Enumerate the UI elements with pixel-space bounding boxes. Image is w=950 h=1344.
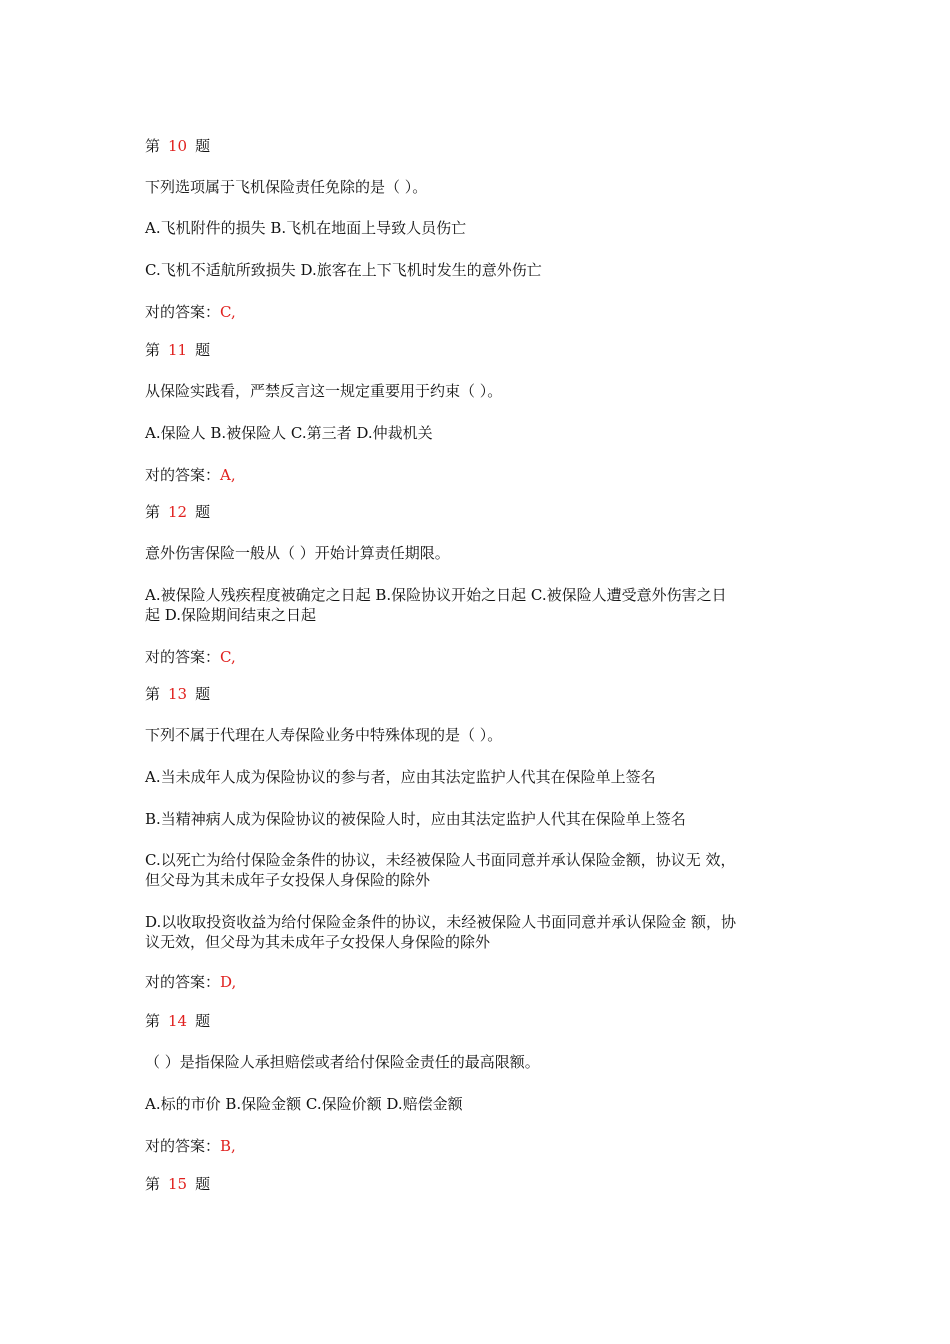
question-stem: 从保险实践看，严禁反言这一规定重要用于约束（ ）。 bbox=[145, 382, 503, 400]
question-stem: 意外伤害保险一般从（ ）开始计算责任期限。 bbox=[145, 544, 450, 562]
question-suffix: 题 bbox=[195, 341, 211, 359]
answer-line bbox=[145, 465, 236, 485]
question-option: A.飞机附件的损失 B.飞机在地面上导致人员伤亡 bbox=[145, 219, 467, 237]
question-number: 15 bbox=[168, 1175, 188, 1193]
answer-value: C, bbox=[220, 648, 236, 666]
question-stem: 下列不属于代理在人寿保险业务中特殊体现的是（ ）。 bbox=[145, 726, 503, 744]
question-stem: （ ）是指保险人承担赔偿或者给付保险金责任的最高限额。 bbox=[145, 1053, 540, 1071]
question-suffix: 题 bbox=[195, 1012, 211, 1030]
question-option: 但父母为其未成年子女投保人身保险的除外 bbox=[145, 871, 431, 889]
question-option: A.标的市价 B.保险金额 C.保险价额 D.赔偿金额 bbox=[145, 1095, 463, 1113]
question-option: 议无效，但父母为其未成年子女投保人身保险的除外 bbox=[145, 933, 491, 951]
answer-value: D, bbox=[220, 973, 237, 991]
question-prefix: 第 bbox=[145, 1175, 161, 1193]
answer-line bbox=[145, 302, 236, 322]
question-number: 11 bbox=[168, 341, 188, 359]
question-prefix: 第 bbox=[145, 137, 161, 155]
question-option: D.以收取投资收益为给付保险金条件的协议，未经被保险人书面同意并承认保险金 额，协 bbox=[145, 913, 737, 931]
question-heading bbox=[145, 684, 210, 704]
question-prefix: 第 bbox=[145, 685, 161, 703]
question-option: A.保险人 B.被保险人 C.第三者 D.仲裁机关 bbox=[145, 424, 433, 442]
question-heading bbox=[145, 340, 210, 360]
question-suffix: 题 bbox=[195, 685, 211, 703]
question-option: A.被保险人残疾程度被确定之日起 B.保险协议开始之日起 C.被保险人遭受意外伤害之日 bbox=[145, 586, 727, 604]
answer-line bbox=[145, 1136, 236, 1156]
question-suffix: 题 bbox=[195, 503, 211, 521]
answer-line bbox=[145, 647, 236, 667]
question-suffix: 题 bbox=[195, 137, 211, 155]
question-heading bbox=[145, 1011, 210, 1031]
answer-value: B, bbox=[220, 1137, 236, 1155]
answer-label: 对的答案： bbox=[145, 973, 221, 991]
answer-value: A, bbox=[220, 466, 236, 484]
question-stem: 下列选项属于飞机保险责任免除的是（ ）。 bbox=[145, 178, 428, 196]
question-option: C.以死亡为给付保险金条件的协议，未经被保险人书面同意并承认保险金额，协议无 效， bbox=[145, 851, 736, 869]
answer-label: 对的答案： bbox=[145, 1137, 221, 1155]
question-heading bbox=[145, 502, 210, 522]
answer-label: 对的答案： bbox=[145, 648, 221, 666]
question-option: B.当精神病人成为保险协议的被保险人时，应由其法定监护人代其在保险单上签名 bbox=[145, 810, 686, 828]
answer-label: 对的答案： bbox=[145, 466, 221, 484]
question-option: 起 D.保险期间结束之日起 bbox=[145, 606, 317, 624]
question-number: 10 bbox=[168, 137, 188, 155]
question-number: 13 bbox=[168, 685, 188, 703]
question-heading bbox=[145, 136, 210, 156]
answer-label: 对的答案： bbox=[145, 303, 221, 321]
answer-line bbox=[145, 972, 236, 992]
question-prefix: 第 bbox=[145, 503, 161, 521]
question-number: 12 bbox=[168, 503, 188, 521]
question-suffix: 题 bbox=[195, 1175, 211, 1193]
question-heading bbox=[145, 1174, 210, 1194]
question-number: 14 bbox=[168, 1012, 188, 1030]
question-prefix: 第 bbox=[145, 341, 161, 359]
question-prefix: 第 bbox=[145, 1012, 161, 1030]
question-option: C.飞机不适航所致损失 D.旅客在上下飞机时发生的意外伤亡 bbox=[145, 261, 542, 279]
question-option: A.当未成年人成为保险协议的参与者，应由其法定监护人代其在保险单上签名 bbox=[145, 768, 656, 786]
answer-value: C, bbox=[220, 303, 236, 321]
